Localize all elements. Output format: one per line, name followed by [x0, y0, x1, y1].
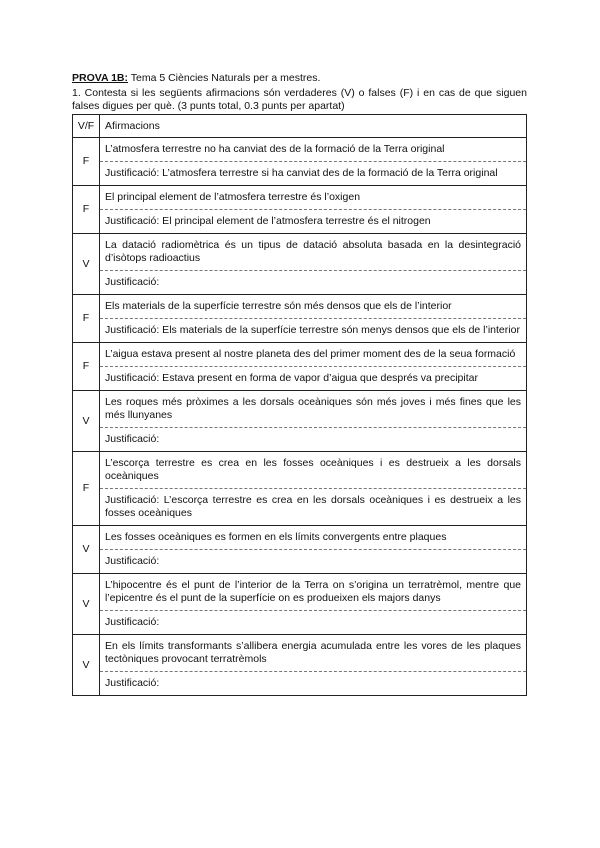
table-row — [73, 295, 527, 343]
table-row — [73, 138, 527, 186]
vf-answer: V — [73, 635, 100, 696]
vf-answer: V — [73, 234, 100, 295]
vf-answer: F — [73, 343, 100, 391]
statement-text: El principal element de l’atmosfera terrestre és l’oxigen — [105, 191, 361, 203]
justification-text: Justificació: El principal element de l’atmosfera terrestre és el nitrogen — [100, 209, 526, 233]
justification-text: Justificació: Els materials de la superfície terrestre són menys densos que els de l’interior — [100, 318, 526, 342]
statement-text: En els límits transformants s’allibera energia acumulada entre les vores de les plaques tectòniques provocant terratrèmols — [105, 640, 521, 665]
instructions: 1. Contesta si les següents afirmacions són verdaderes (V) o falses (F) i en cas de que siguen falses digues per què. (3 punts total, 0.3 punts per apartat) — [72, 87, 527, 112]
statement-cell — [100, 391, 527, 452]
table-row — [73, 574, 527, 635]
statement-text: L’escorça terrestre es crea en les fosses oceàniques i es destrueix a les dorsals oceàniques — [105, 457, 521, 482]
table-row — [73, 452, 527, 526]
statement-cell — [100, 186, 527, 234]
table-row — [73, 526, 527, 574]
statement-cell — [100, 452, 527, 526]
exam-title — [72, 72, 527, 85]
statement-text: L’hipocentre és el punt de l’interior de la Terra on s’origina un terratrèmol, mentre que l’epicentre és el punt de la superfície on es produeixen els majors danys — [105, 579, 521, 604]
statement-cell — [100, 138, 527, 186]
table-row — [73, 343, 527, 391]
vf-answer: F — [73, 295, 100, 343]
statement-cell — [100, 526, 527, 574]
justification-text: Justificació: L’atmosfera terrestre si ha canviat des de la formació de la Terra original — [100, 161, 526, 185]
justification-text: Justificació: — [100, 549, 526, 573]
vf-answer: V — [73, 526, 100, 574]
vf-column-header: V/F — [73, 115, 100, 138]
justification-text: Justificació: — [100, 671, 526, 695]
justification-text: Justificació: — [100, 427, 526, 451]
exam-subject: Tema 5 Ciències Naturals per a mestres. — [128, 72, 321, 84]
vf-answer: F — [73, 138, 100, 186]
statement-text: La datació radiomètrica és un tipus de datació absoluta basada en la desintegració d’isòtops radioactius — [105, 239, 521, 264]
table-row — [73, 635, 527, 696]
statement-cell — [100, 635, 527, 696]
justification-text: Justificació: Estava present en forma de vapor d’aigua que després va precipitar — [100, 366, 526, 390]
answers-table — [72, 114, 527, 696]
table-row — [73, 234, 527, 295]
justification-text: Justificació: L’escorça terrestre es crea en les dorsals oceàniques i es destrueix a les fosses oceàniques — [100, 488, 526, 525]
vf-answer: V — [73, 391, 100, 452]
statement-column-header: Afirmacions — [100, 115, 527, 138]
statement-cell — [100, 234, 527, 295]
statement-cell — [100, 574, 527, 635]
justification-text: Justificació: — [100, 270, 526, 294]
statement-cell — [100, 295, 527, 343]
statement-cell — [100, 343, 527, 391]
statement-text: Les fosses oceàniques es formen en els límits convergents entre plaques — [105, 531, 447, 543]
justification-text: Justificació: — [100, 610, 526, 634]
exam-page — [72, 72, 527, 696]
statement-text: L’aigua estava present al nostre planeta des del primer moment des de la seua formació — [105, 348, 516, 360]
statement-text: L’atmosfera terrestre no ha canviat des de la formació de la Terra original — [105, 143, 445, 155]
exam-label: PROVA 1B: — [72, 72, 129, 84]
table-row — [73, 391, 527, 452]
vf-answer: V — [73, 574, 100, 635]
table-header-row — [73, 115, 527, 138]
statement-text: Les roques més pròximes a les dorsals oceàniques són més joves i més fines que les més llunyanes — [105, 396, 521, 421]
statement-text: Els materials de la superfície terrestre són més densos que els de l’interior — [105, 300, 452, 312]
vf-answer: F — [73, 186, 100, 234]
table-row — [73, 186, 527, 234]
vf-answer: F — [73, 452, 100, 526]
